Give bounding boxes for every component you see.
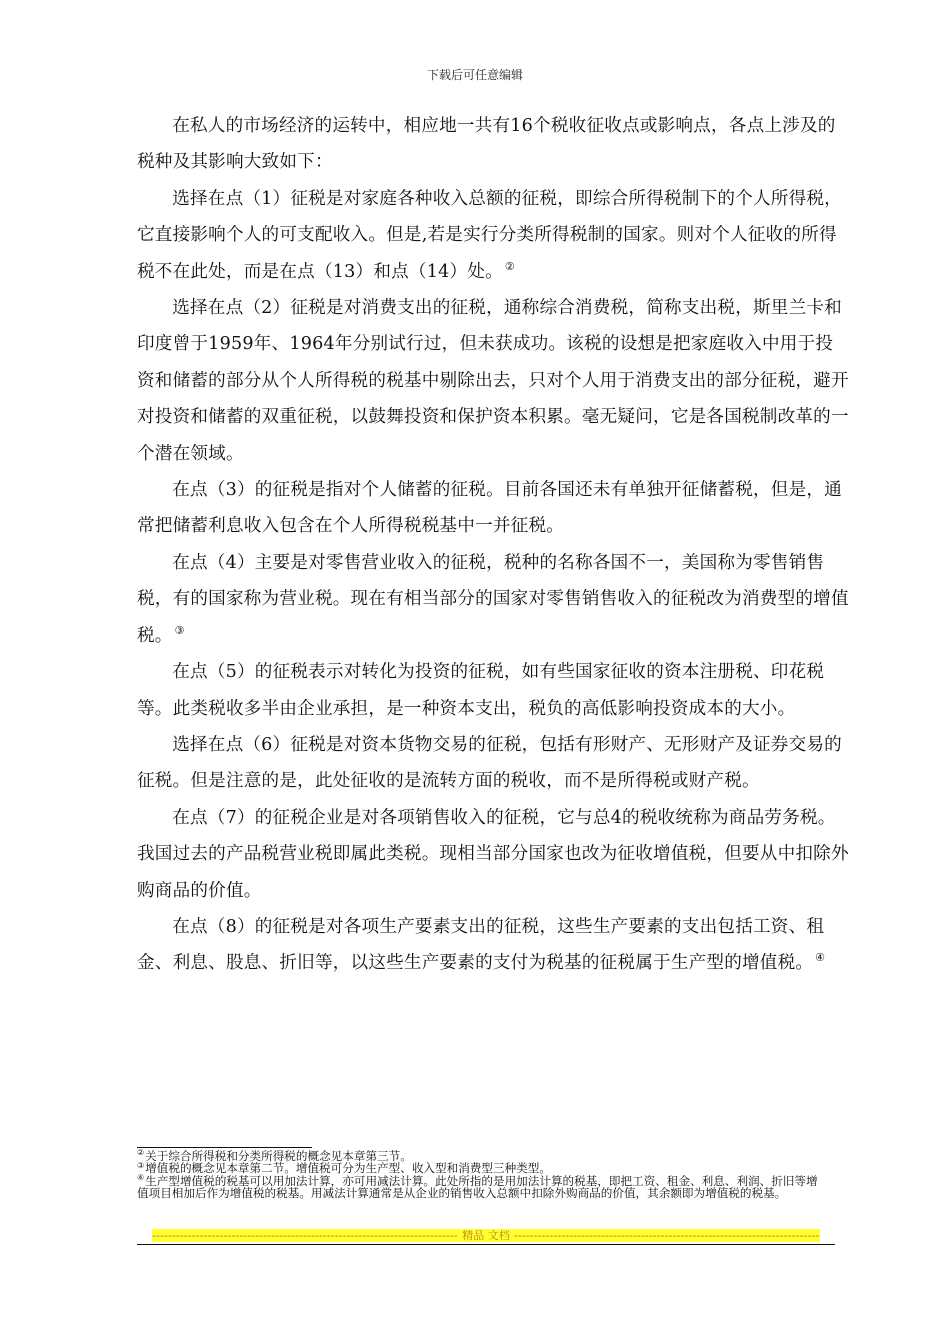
paragraph — [137, 727, 849, 800]
footnote-separator — [137, 1147, 312, 1148]
watermark-bar — [152, 1229, 820, 1242]
paragraph — [137, 472, 849, 545]
paragraph-text: 在点（3）的征税是指对个人储蓄的征税。目前各国还未有单独开征储蓄税，但是，通常把储蓄利息收入包含在个人所得税税基中一并征税。 — [137, 480, 842, 537]
paragraph — [137, 290, 849, 472]
paragraph-text: 在私人的市场经济的运转中，相应地一共有16个税收征收点或影响点，各点上涉及的税种及其影响大致如下： — [137, 116, 836, 173]
footnote-text: 增值税的概念见本章第二节。增值税可分为生产型、收入型和消费型三种类型。 — [145, 1161, 551, 1176]
footnote-text: 关于综合所得税和分类所得税的概念见本章第三节。 — [145, 1149, 412, 1163]
paragraph-text: 选择在点（6）征税是对资本货物交易的征税，包括有形财产、无形财产及证券交易的征税。但是注意的是，此处征收的是流转方面的税收，而不是所得税或财产税。 — [137, 734, 842, 792]
footnotes — [137, 1150, 827, 1200]
footnote-mark: ② — [137, 1148, 145, 1158]
paragraph-text: 选择在点（1）征税是对家庭各种收入总额的征税，即综合所得税制下的个人所得税，它直接影响个人的可支配收入。但是,若是实行分类所得税制的国家。则对个人征收的所得税不在此处，而是在点（13）和点（14）处。 — [137, 188, 842, 282]
footer-rule — [137, 1244, 835, 1245]
footnote-reference[interactable]: ④ — [815, 951, 826, 965]
footnote-reference[interactable]: ③ — [174, 623, 185, 637]
paragraph-text: 在点（4）主要是对零售营业收入的征税，税种的名称各国不一，美国称为零售销售税，有的国家称为营业税。现在有相当部分的国家对零售销售收入的征税改为消费型的增值税。 — [137, 552, 849, 646]
paragraph — [137, 800, 849, 909]
footnote-text: 生产型增值税的税基可以用加法计算，亦可用减法计算。此处所指的是用加法计算的税基，即把工资、租金、利息、利润、折旧等增值项目相加后作为增值税的税基。用减法计算通常是从企业的销售收入总额中扣除外购商品的价值，其余额即为增值税的税基。 — [137, 1173, 818, 1201]
paragraph — [137, 545, 849, 654]
paragraph-text: 选择在点（2）征税是对消费支出的征税，通称综合消费税，简称支出税，斯里兰卡和印度曾于1959年、1964年分别试行过，但未获成功。该税的设想是把家庭收入中用于投资和储蓄的部分从个人所得税的税基中剔除出去，只对个人用于消费支出的部分征税，避开对投资和储蓄的双重征税，以鼓舞投资和保护资本积累。毫无疑问，它是各国税制改革的一个潜在领域。 — [137, 298, 849, 464]
footnote-mark: ③ — [137, 1160, 145, 1170]
document-body — [137, 108, 849, 982]
paragraph — [137, 909, 849, 982]
footnote — [137, 1172, 827, 1201]
footnote-mark: ④ — [137, 1172, 145, 1182]
paragraph-text: 在点（8）的征税是对各项生产要素支出的征税，这些生产要素的支出包括工资、租金、利息、股息、折旧等，以这些生产要素的支付为税基的征税属于生产型的增值税。 — [137, 916, 825, 974]
paragraph — [137, 654, 849, 727]
footnote-reference[interactable]: ② — [504, 259, 515, 273]
watermark-label: 精品 文档 — [462, 1229, 510, 1242]
watermark-dashes-right — [514, 1229, 820, 1242]
paragraph — [137, 181, 849, 290]
paragraph-text: 在点（7）的征税企业是对各项销售收入的征税，它与总4的税收统称为商品劳务税。我国过去的产品税营业税即属此类税。现相当部分国家也改为征收增值税，但要从中扣除外购商品的价值。 — [137, 807, 849, 901]
watermark-dashes-left — [152, 1229, 458, 1242]
paragraph-text: 在点（5）的征税表示对转化为投资的征税，如有些国家征收的资本注册税、印花税等。此类税收多半由企业承担，是一种资本支出，税负的高低影响投资成本的大小。 — [137, 662, 825, 719]
page-header: 下载后可任意编辑 — [426, 68, 523, 82]
paragraph — [137, 108, 849, 181]
